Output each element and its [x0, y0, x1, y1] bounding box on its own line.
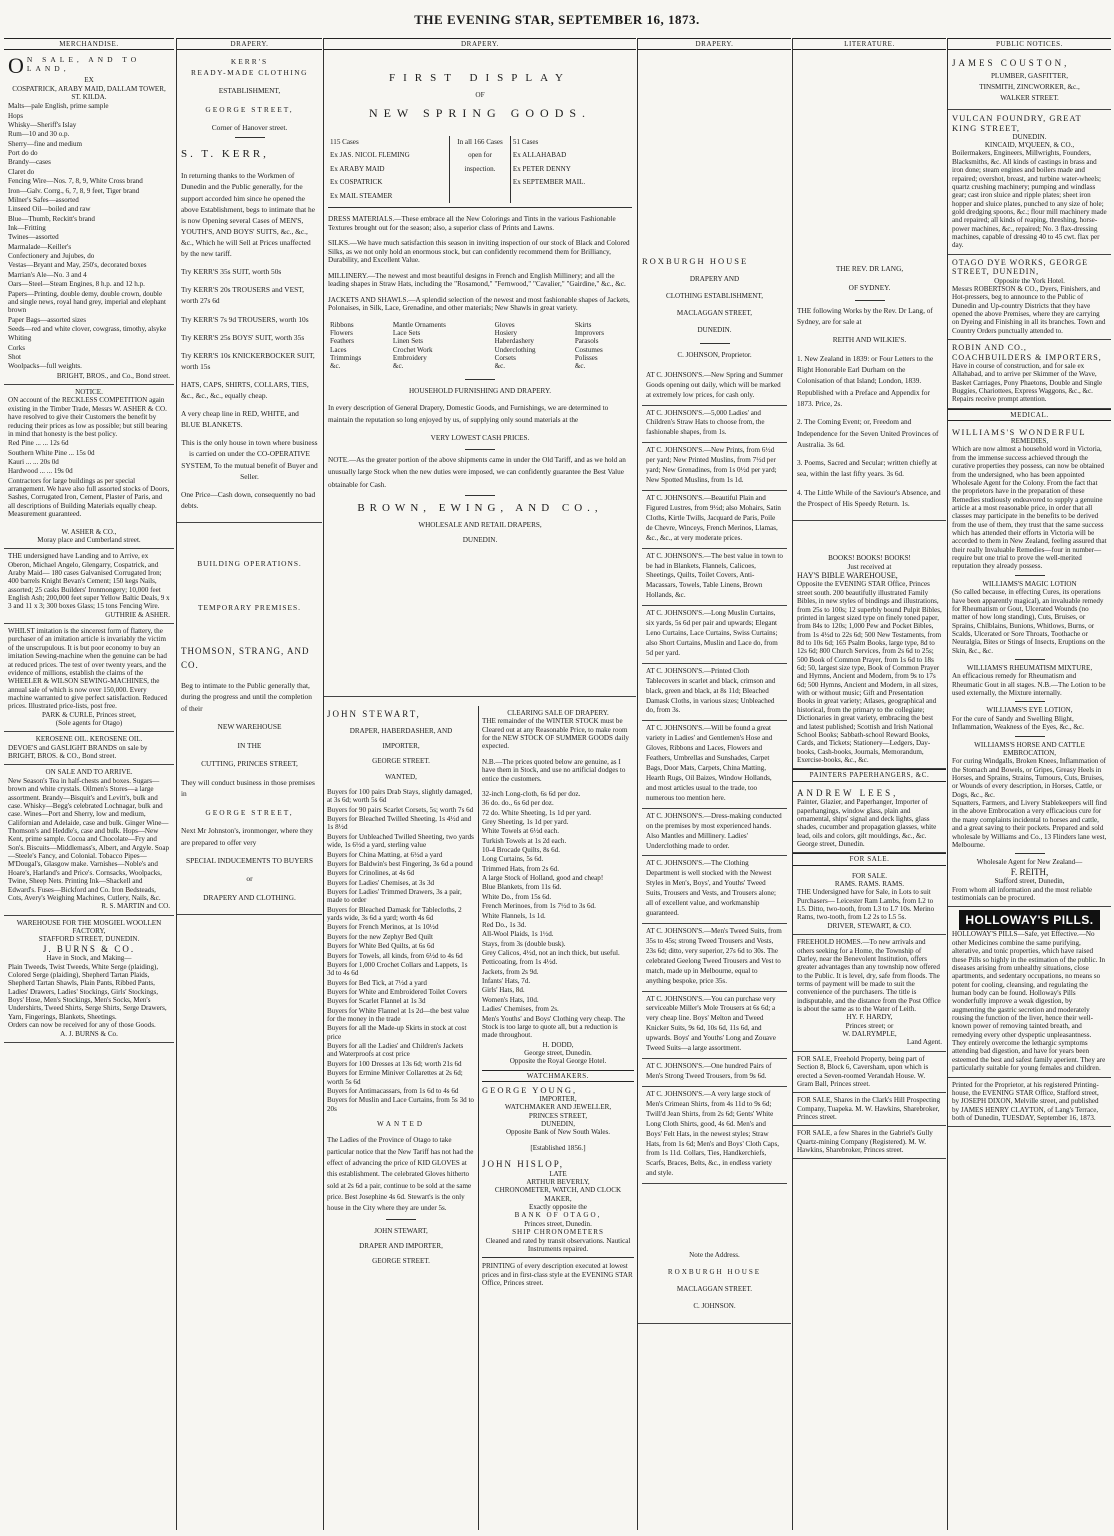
goods-item: Underclothing [494, 345, 536, 354]
goods-item: Corsets [494, 354, 516, 362]
dodd-column: CLEARING SALE OF DRAPERY. THE remainder of the WINTER STOCK must be Cleared out at any Reasonable Price, to make room for the NEW STOCK OF SUMMER GOODS daily expected. N.B.—The prices quoted below are genuine, as I have them in Stock, and use no artificial dodges to entice the customers. 32-inch Long-cloth, 6s 6d per doz. 36 do. do., 6s 6d per doz. 72 do. White Sheeting, 1s 1d per yard. Grey Sheeting, 1s 1d per yard. White Towels at 6½d each. Turkish Towels at 1s 2d each. 10-4 Brocade Quilts, 8s 6d. Long Curtains, 5s 6d. Trimmed Hats, from 2s 6d. A large Stock of Holland, good and cheap! Blue Blankets, from 11s 6d. White Do., from 15s 6d. French Merinoes, from 1s 7½d to 3s 6d. White Flannels, 1s 1d. Red Do., 1s 3d. All-Wool Plaids, 1s 1½d. Stays, from 3s (double busk). Grey Calicos, 4½d, not an inch thick, but useful. Petticoating, from 1s 4½d. Jackets, from 2s 9d. Infants' Hats, 7d. Girls' Hats, 8d. Women's Hats, 10d. Ladies' Chemises, from 2s. Men's Youths' and Boys' Clothing very cheap. The Stock is too large to quote all, but a reduction is made throughout. H. DODD, George street, Dunedin. Opposite the Royal George Hotel. WATCHMAKERS. GEORGE YOUNG, IMPORTER, WATCHMAKER AND JEWELLER, PRINCES STREET, DUNEDIN, Opposite Bank of New South Wales. [Established 1856.] JOHN HISLOP, LATE ARTHUR BEVERLY, CHRONOMETER, WATCH, AND CLOCK MAKER, Exactly opposite the BANK OF OTAGO, Princes street, Dunedin. SHIP CHRONOMETERS Cleaned and rated by transit observations. Nautical Instruments repaired. PRINTING of every description executed at lowest prices and in first-class style at the EVENING STAR Office, Princes street. [478, 706, 636, 1530]
johnson-ad: AT C. JOHNSON'S.—Will be found a great variety in Ladies' and Gentlemen's Hose and Gloves, Ribbons and Laces, Flowers and Feathers, Umbrellas and Sunshades, Carpet Bags, Door Mats, Carpets, China Matting, Hearth Rugs, Oil Baizes, Window Hollands, and most articles usual to the trade, too numerous too mention here. [642, 721, 787, 808]
price-item: All-Wool Plaids, 1s 1½d. [482, 930, 554, 939]
goods-item: Linen Sets [392, 337, 424, 346]
johnson-ad: AT C. JOHNSON'S.—A very large stock of Men's Crimean Shirts, from 4s 11d to 9s 6d; Twill'd Jean Shirts, from 2s 6d; Gents' White Long Cloth Shirts, good, 4s 6d. Men's and Boys' Felt Hats, in the newest styles; Straw Hats, from 1s 6d; Men's and Boys' Cloth Caps, from 1s 11d. Collars, Ties, Handkerchiefs, Scarfs, Braces, Belts, &c., in endless variety and style. [642, 1087, 787, 1184]
goods-item: Feathers [330, 337, 355, 346]
goods-item: Parasols [574, 337, 599, 346]
price-item: 72 do. White Sheeting, 1s 1d per yard. [482, 808, 592, 817]
buyers-item: Buyers for Scarlet Flannel at 1s 3d [327, 997, 426, 1006]
buyers-item: Buyers for Ladies' Chemises, at 3s 3d [327, 878, 435, 887]
buyers-item: Buyers for all the Made-up Skirts in stock at cost price [327, 1024, 467, 1041]
price-item: Men's Youths' and Boys' Clothing very cheap. The Stock is too large to quote all, but a reduction is made throughout. [482, 1014, 626, 1040]
johnson-ad: AT C. JOHNSON'S.—One hundred Pairs of Men's Strong Tweed Trousers, from 9s 6d. [642, 1059, 787, 1087]
johnson-ad: AT C. JOHNSON'S.—Beautiful Plain and Figured Lustres, from 9½d; also Mohairs, Satin Cloths, Kirtle Twills, Jacquard de Paris, Poile de Chevre, Winceys, French Merinos, Llamas, &c., &c., at very moderate prices. [642, 491, 787, 549]
kerr-price-item: Try KERR'S 35s SUIT, worth 50s [181, 267, 282, 277]
case-entry: Ex COSPATRICK [330, 178, 383, 187]
buyers-list [327, 788, 475, 1113]
column-literature: LITERATURE. THE REV. DR LANG, OF SYDNEY. THE following Works by the Rev. Dr Lang, of Sydney, are for sale at REITH AND WILKIE'S. 1. New Zealand in 1839: or Four Letters to the Right Honorable Earl Durham on the Colonisation of that Island; London, 1839. Republished with a Preface and Appendix for 1873. Price, 2s. 2. The Coming Event; or, Freedom and Independence for the Seven United Provinces of Australia. 3s 6d. 3. Poems, Sacred and Secular; written chiefly at sea, within the last fifty years. 3s 6d. 4. The Little While of the Saviour's Absence, and the Prospect of His Speedy Return. 1s. BOOKS! BOOKS! BOOKS! Just received at HAY'S BIBLE WAREHOUSE, Opposite the EVENING STAR Office, Princes street south. 200 beautifully illustrated Family Bibles, in new styles of bindings and illustrations, from 25s to 100s; 12 superbly bound Pulpit Bibles, printed in largest sized type on finely toned paper, from 84s to 120s; 1,000 Pew and Pocket Bibles, from 1s 4½d to 22s 6d; 500 New Testaments, from 8d to 10s 6d; 165 Psalm Books, large type, 8d to 12s 6d; 800 Church Services, from 2s 6d to 25s; 500 Book of Common Prayer, from 1s 6d to 18s 6d; 50, largest size type, Book of Common Prayer and Hymns, Ancient and Modern, from 9s to 17s 6d; 500 Hymns, Ancient and Modern, in all sizes, with or without music; Gift and Presentation Books in great variety; Atlases, geographical and historical, from the primary to the collegiate; Dictionaries in great variety, embracing the best and latest published; Scottish and Irish National School Books; Sabbath-school Reward Books, Cards, and Tickets; Stationery—Ledgers, Day-books, Cash-books, Journals, Memorandum, Exercise-books, &c., &c. PAINTERS PAPERHANGERS, &C. ANDREW LEES, Painter, Glazier, and Paperhanger, Importer of paperhangings, window glass, plain and ornamental, ships' signal and deck lights, glass shades, cucumber and propagation glasses, white lead, oils and colors, gilt mouldings, &c., &c. George street, Dunedin. FOR SALE. FOR SALE. RAMS. RAMS. RAMS. THE Undersigned have for Sale, in Lots to suit Purchasers— Leicester Ram Lambs, from L2 to L5. Ditto, two-tooth, from L3 to L7 10s. Merino Rams, two-tooth, from L2 2s to L5 5s. DRIVER, STEWART, & CO. FREEHOLD HOMES.—To new arrivals and others seeking for a Home, the Township of Darley, near the Benevolent Institution, offers greater advantages than any township now offered to the Public. It is level, dry, safe from floods. The terms of payment will be made to suit the convenience of the purchasers. The title is indisputable, and the distance from the Post Office is about the same as to the Water of Leith. HY. F. HARDY, Princes street; or W. DALRYMPLE, Land Agent. FOR SALE, Freehold Property, being part of Section 8, Block 6, Caversham, upon which is erected a Seven-roomed Verandah House. W. Gram Ball, Princes street. FOR SALE, Shares in the Clark's Hill Prospecting Company, Tuapeka. M. W. Hawkins, Sharebroker, Princes street. FOR SALE, a few Shares in the Gabriel's Gully Quartz-mining Company (Registered). M. W. Hawkins, Sharebroker, Princes street. [792, 38, 946, 1530]
goods-item: Skirts [574, 320, 592, 329]
johnson-ad: AT C. JOHNSON'S.—The best value in town to be had in Blankets, Flannels, Calicoes, Sheetings, Quilts, Toilet Covers, Anti-Macassars, Towels, Table Linens, Brown Hollands, &c. [642, 549, 787, 607]
goods-item: Costumes [574, 345, 603, 354]
price-item: Ladies' Chemises, from 2s. [482, 1005, 559, 1014]
cases-table: 115 Cases Ex JAS. NICOL FLEMING Ex ARABY MAID Ex COSPATRICK Ex MAIL STEAMER In all 166 Cases open for inspection. 51 Cases Ex ALLAHABAD Ex PETER DENNY Ex SEPTEMBER MAIL. [328, 136, 632, 203]
buyers-item: Buyers for Bleached Damask for Tablecloths, 2 yards wide, 3s 6d a yard; worth 4s 6d [327, 905, 462, 923]
johnson-ad: AT C. JOHNSON'S.—New Prints, from 6½d per yard; New Printed Muslins, from 7½d per yard; New Grenadines, from 1s 0½d per yard; New Spotted Muslins, from 1s 1d. [642, 443, 787, 491]
ad-sale-1: FOR SALE, Freehold Property, being part of Section 8, Block 6, Caversham, upon which is erected a Seven-roomed Verandah House. W. Gram Ball, Princes street. [793, 1052, 946, 1093]
buyers-item: Buyers for Bleached Twilled Sheeting, 1s 4½d and 1s 8½d [327, 815, 472, 832]
goods-item: Confectionery and Jujubes, do [8, 252, 95, 261]
price-item: White Flannels, 1s 1d. [482, 911, 546, 920]
goods-item: Corks [8, 343, 25, 352]
johnson-ad: AT C. JOHNSON'S.—New Spring and Summer Goods opening out daily, which will be marked at extremely low prices, for cash only. [642, 368, 787, 406]
price-item: Trimmed Hats, from 2s 6d. [482, 864, 559, 873]
ad-kerr: KERR'S READY-MADE CLOTHING ESTABLISHMENT, GEORGE STREET, Corner of Hanover street. S. T. KERR, In returning thanks to the Workmen of Dunedin and the Public generally, for the support accorded him since he opened the above Establishment, begs to intimate that he is now Opening several Cases of MEN'S, YOUTH'S, AND BOYS' SUITS, &c., &c., &c., Which he will Sell at Prices unaffected by the new tariff. Try KERR'S 35s SUIT, worth 50s Try KERR'S 20s TROUSERS and VEST, worth 27s 6d Try KERR'S 7s 9d TROUSERS, worth 10s Try KERR'S 25s BOYS' SUIT, worth 35s Try KERR'S 10s KNICKERBOCKER SUIT, worth 15s HATS, CAPS, SHIRTS, COLLARS, TIES, &c., &c., &c., equally cheap. A very cheap line in RED, WHITE, and BLUE BLANKETS. This is the only house in town where business is carried on under the CO-OPERATIVE SYSTEM, To the mutual benefit of Buyer and Seller. One Price—Cash down, consequently no bad debts. [177, 53, 322, 523]
goods-item: Hops [8, 111, 23, 120]
ad-bright-bros: O N SALE, AND TO LAND, EX COSPATRICK, ARABY MAID, DALLAM TOWER, ST. KILDA. Malts—pale English, prime sample Hops Whisky—Sheriff's Islay Rum—10 and 30 o.p. Sherry—fine and medium Port do do Brandy—cases Claret do Fencing Wire—Nos. 7, 8, 9, White Cross brand Iron—Galv. Corrg., 6, 7, 8, 9 feet, Tiger brand Milner's Safes—assorted Linseed Oil—boiled and raw Blue—Thumb, Reckitt's brand Ink—Fritting Twines—assorted Marmalade—Keiller's Confectionery and Jujubes, do Vestas—Bryant and May, 250's, decorated boxes Marrian's Ale—No. 3 and 4 Oars—Steel—Steam Engines, 8 h.p. and 12 h.p. Papers—Printing, double demy, double crown, double and single news, royal hand grey, imperial and elephant brown Paper Bags—assorted sizes Seeds—red and white clover, cowgrass, timothy, alsyke Whiting Corks Shot Woolpacks—full weights. BRIGHT, BROS., and Co., Bond street. [4, 53, 174, 385]
buyers-item: Buyers for Unbleached Twilled Sheeting, two yards wide, 1s 6½d a yard, sterling value [327, 832, 474, 850]
price-item: 32-inch Long-cloth, 6s 6d per doz. [482, 789, 581, 798]
case-entry: Ex SEPTEMBER MAIL. [512, 178, 586, 187]
case-entry: Ex ALLAHABAD [512, 151, 567, 160]
goods-item: Haberdashery [494, 337, 534, 346]
ad-andrew-lees: ANDREW LEES, Painter, Glazier, and Paperhanger, Importer of paperhangings, window glass, plain and ornamental, ships' signal and deck lights, glass shades, cucumber and propagation glasses, white lead, oils and colors, gilt mouldings, &c., &c. George street, Dunedin. [793, 785, 946, 854]
ad-williams: WILLIAMS'S WONDERFUL REMEDIES, Which are now almost a household word in Victoria, from the immense success achieved through the curative properties they possess, can now be obtained from the undersigned, who has been appointed Wholesale Agent for the Colony. From the fact that the proprietors have in the preparation of these Remedies studiously endeavored to supply a genuine article at a most reasonable price, in order that all classes may participate in the benefits to be derived from the use of them, they trust that the same success which has attended their efforts in Victoria will be accorded to them in New Zealand, feeling assured that their really Invaluable Remedies—four in number—require but one trial to prove the well-merited reputation they already possess. WILLIAMS'S MAGIC LOTION (So called because, in effecting Cures, its operations have been apparently magical), an invaluable remedy for Rheumatism or Gout, Ulcerated Wounds (no matter of how long standing), Cuts, Bruises, or Sprains, Chilblains, Bunions, Whitlows, Burns, or Scalds, Ulcerated or Sore Throats, Toothache or Neuralgia, Bites or Stings of Insects, Eruptions on the Skin, &c., &c. WILLIAMS'S RHEUMATISM MIXTURE, An efficacious remedy for Rheumatism and Rheumatic Gout in all stages. N.B.—The Lotion to be used externally, the Mixture internally. WILLIAMS'S EYE LOTION, For the cure of Sandy and Swelling Blight, Inflammation, Weakness of the Eyes, &c., &c. WILLIAMS'S HORSE AND CATTLE EMBROCATION, For curing Windgalls, Broken Knees, Inflammation of the Stomach and Bowels, or Gripes, Greasy Heels in Horses, and Sprains, Strains, Tumours, Cuts, Bruises, or Wounds of every description, in Horses, Cattle, or Dogs, &c., &c. Squatters, Farmers, and Livery Stablekeepers will find in the above Embrocation a very efficacious cure for the many complaints incidental to horses and cattle, and a great saving to their pockets. Prepared and sold wholesale by Williams and Co., 13 Flinders lane west, Melbourne. Wholesale Agent for New Zealand— F. REITH, Stafford street, Dunedin, From whom all information and the most reliable testimonials can be procured. [948, 424, 1111, 907]
case-entry: 51 Cases [512, 137, 539, 146]
section-header: LITERATURE. [793, 38, 946, 50]
ad-asher-notice: NOTICE. ON account of the RECKLESS COMPETITION again existing in the Timber Trade, Messrs W. ASHER & CO. have resolved to give their Customers the benefit by reducing their prices as low as possible; but still bearing in mind that honesty is the best policy. Red Pine ... ... 12s 6d Southern White Pine ... 15s 0d Kauri ... ... 20s 0d Hardwood ... ... 19s 0d Contractors for large buildings as per special arrangement. We have also full assorted stocks of Doors, Sashes, Corrugated Iron, Cement, Plaster of Paris, and all descriptions of Building Materials equally cheap. Measurement guaranteed. W. ASHER & CO., Moray place and Cumberland street. [4, 385, 174, 549]
goods-item: Papers—Printing, double demy, double crown, double and single news, royal hand grey, imperial and elephant brown [8, 289, 166, 315]
section-header: PUBLIC NOTICES. [948, 38, 1111, 50]
goods-item: &c. [392, 362, 404, 371]
buyers-item: Buyers for Ladies' Trimmed Drawers, 3s a pair, made to order [327, 888, 462, 905]
section-header: DRAPERY. [638, 38, 791, 50]
goods-item: Laces [330, 345, 347, 354]
column-public-notices: PUBLIC NOTICES. JAMES COUSTON, PLUMBER, GASFITTER, TINSMITH, ZINCWORKER, &c., WALKER STREET. VULCAN FOUNDRY, GREAT KING STREET, DUNEDIN. KINCAID, M'QUEEN, & CO., Boilermakers, Engineers, Millwrights, Founders, Blacksmiths, &c. All kinds of castings in brass and iron done; steam engines and boilers made and repaired; overshot, breast, and turbine water-wheels; quartz crushing machinery; pumping and windlass gear; cast iron sluice and ripple plates; sheet iron hopper and sluice plates, punched to any size of hole; gold dredging spoons, &c.; flour mill machinery made and repaired; all kinds of reaping, threshing, horse-power machines, &c., repaired; No. 3 flax-dressing machines, capable of dressing 40 to 45 cwt. flax per day. OTAGO DYE WORKS, GEORGE STREET, DUNEDIN, Opposite the York Hotel. Messrs ROBERTSON & CO., Dyers, Finishers, and Hot-pressers, beg to announce to the Public of Dunedin and Up-country Districts that they have opened the above Premises, where they are carrying on Dyeing and Finishing in all its branches. Town and Country Orders punctually attended to. ROBIN AND CO., COACHBUILDERS & IMPORTERS, Have in course of construction, and for sale ex Allahabad, and to arrive per Skimmer of the Wave, Basket Carriages, Pony Phaetons, Double and Single Buggies, Chariottees, Express Waggons, &c., &c. Repairs receive prompt attention. MEDICAL. WILLIAMS'S WONDERFUL REMEDIES, Which are now almost a household word in Victoria, from the immense success achieved through the curative properties they possess, can now be obtained from the undersigned, who has been appointed Wholesale Agent for the Colony. From the fact that the proprietors have in the preparation of these Remedies studiously endeavored to supply a genuine article at a most reasonable price, in order that all classes may participate in the benefits to be derived from the use of them, they trust that the same success which has attended their efforts in Victoria will be accorded to them in New Zealand, feeling assured that their really Invaluable Remedies—four in number—require but one trial to prove the well-merited reputation they already possess. WILLIAMS'S MAGIC LOTION (So called because, in effecting Cures, its operations have been apparently magical), an invaluable remedy for Rheumatism or Gout, Ulcerated Wounds (no matter of how long standing), Cuts, Bruises, or Sprains, Chilblains, Bunions, Whitlows, Burns, or Scalds, Ulcerated or Sore Throats, Toothache or Neuralgia, Bites or Stings of Insects, Eruptions on the Skin, &c., &c. WILLIAMS'S RHEUMATISM MIXTURE, An efficacious remedy for Rheumatism and Rheumatic Gout in all stages. N.B.—The Lotion to be used externally, the Mixture internally. WILLIAMS'S EYE LOTION, For the cure of Sandy and Swelling Blight, Inflammation, Weakness of the Eyes, &c., &c. WILLIAMS'S HORSE AND CATTLE EMBROCATION, For curing Windgalls, Broken Knees, Inflammation of the Stomach and Bowels, or Gripes, Greasy Heels in Horses, and Sprains, Strains, Tumours, Cuts, Bruises, or Wounds of every description, in Horses, Cattle, or Dogs, &c., &c. Squatters, Farmers, and Livery Stablekeepers will find in the above Embrocation a very efficacious cure for the many complaints incidental to horses and cattle, and a great saving to their pockets. Prepared and sold wholesale by Williams and Co., 13 Flinders lane west, Melbourne. Wholesale Agent for New Zealand— F. REITH, Stafford street, Dunedin, From whom all information and the most reliable testimonials can be procured. HOLLOWAY'S PILLS. HOLLOWAY'S PILLS—Safe, yet Effective.—No other Medicines combine the same purifying, alterative, and tonic properties, which have raised these Pills so highly in the estimation of the public. In diseases arising from unhealthy situations, close apartments, and sedentary occupations, no means so potent for cooling, cleansing, and regulating the human body can be found. Holloway's Pills wonderfully improve a weak digestion, by augmenting the gastric secretion and moderately rousing the function of the liver, hence their well-known power of removing tainted breath, and remedying every other dyspeptic unpleasantness. They entirely overcome the lethargic symptoms attending bad digestion, and have for years been esteemed the best and safest family aperient. They are particularly suitable for young females and children. Printed for the Proprietor, at his registered Printing-house, the EVENING STAR Office, Stafford street, by JOSEPH DIXON, Melville street, and published by JAMES HENRY CLAYTON, of Lang's Terrace, both of Dunedin, TUESDAY, September 16, 1873. [947, 38, 1111, 1530]
buyers-item: Buyers for Muslin and Lace Curtains, from 5s 3d to 20s [327, 1096, 474, 1113]
ad-freehold: FREEHOLD HOMES.—To new arrivals and others seeking for a Home, the Township of Darley, near the Benevolent Institution, offers greater advantages than any township now offered to the Public. It is level, dry, safe from floods. The terms of payment will be made to suit the convenience of the purchasers. The title is indisputable, and the distance from the Post Office is about the same as to the Water of Leith. HY. F. HARDY, Princes street; or W. DALRYMPLE, Land Agent. [793, 935, 946, 1052]
lang-work: 1. New Zealand in 1839: or Four Letters to the Right Honorable Earl Durham on the Colonisation of that Island; London, 1839. Republished with a Preface and Appendix for 1873. Price, 2s. [797, 353, 934, 408]
goods-item: Milner's Safes—assorted [8, 195, 79, 204]
ad-roxburgh: ROXBURGH HOUSE DRAPERY AND CLOTHING ESTABLISHMENT, MACLAGGAN STREET, DUNEDIN. C. JOHNSON, Proprietor. AT C. JOHNSON'S.—New Spring and Summer Goods opening out daily, which will be marked at extremely low prices, for cash only. AT C. JOHNSON'S.—5,000 Ladies' and Children's Straw Hats to choose from, the fashionable shapes, from 1s. AT C. JOHNSON'S.—New Prints, from 6½d per yard; New Printed Muslins, from 7½d per yard; New Grenadines, from 1s 0½d per yard; New Spotted Muslins, from 1s 1d. AT C. JOHNSON'S.—Beautiful Plain and Figured Lustres, from 9½d; also Mohairs, Satin Cloths, Kirtle Twills, Jacquard de Paris, Poile de Chevre, Winceys, French Merinos, Llamas, &c., &c., at very moderate prices. AT C. JOHNSON'S.—The best value in town to be had in Blankets, Flannels, Calicoes, Sheetings, Quilts, Toilet Covers, Anti-Macassars, Towels, Table Linens, Brown Hollands, &c. AT C. JOHNSON'S.—Long Muslin Curtains, six yards, 5s 6d per pair and upwards; Elegant Leno Curtains, Lace Curtains, Swiss Curtains; also Short Curtains, Muslin and Lace do, from 5d per yard. AT C. JOHNSON'S.—Printed Cloth Tablecovers in scarlet and black, crimson and black, green and black, at 8s 11d; Bleached Damask Cloths, in various sizes; Unbleached do, from 3s. AT C. JOHNSON'S.—Will be found a great variety in Ladies' and Gentlemen's Hose and Gloves, Ribbons and Laces, Flowers and Feathers, Umbrellas and Sunshades, Carpet Bags, Door Mats, Carpets, China Matting, Hearth Rugs, Oil Baizes, Window Hollands, and most articles usual to the trade, too numerous too mention here. AT C. JOHNSON'S.—Dress-making conducted on the premises by most experienced hands. Also Mantles and Millinery. Ladies' Underclothing made to order. AT C. JOHNSON'S.—The Clothing Department is well stocked with the Newest Styles in Men's, Boys', and Youths' Tweed Suits, Trousers and Vests, and Trousers alone; all of excellent value, and workmanship guaranteed. AT C. JOHNSON'S.—Men's Tweed Suits, from 35s to 45s; strong Tweed Trousers and Vests, 23s 6d; ditto, very superior, 27s 6d to 30s. The celebrated Geelong Tweed Trousers and Vest to match, made up in Melbourne, equal to anything bespoke, price 35s. AT C. JOHNSON'S.—You can purchase very serviceable Miller's Mole Trousers at 6s 6d; a very cheap line. Boys' Melton and Tweed Knicker Suits, 9s 6d, 10s 6d, 11s 6d, and upwards. Boys' and Youths' Long and Zouave Tweed Suits—a large assortment. AT C. JOHNSON'S.—One hundred Pairs of Men's Strong Tweed Trousers, from 9s 6d. AT C. JOHNSON'S.—A very large stock of Men's Crimean Shirts, from 4s 11d to 9s 6d; Twill'd Jean Shirts, from 2s 6d; Gents' White Long Cloth Shirts, good, 4s 6d. Men's and Boys' Felt Hats, in the newest styles; Straw Hats, from 1s 6d; Men's and Boys' Cloth Caps, from 1s 11d. Collars, Ties, Handkerchiefs, Scarfs, Braces, Belts, &c., in endless variety and style. Note the Address. ROXBURGH HOUSE MACLAGGAN STREET. C. JOHNSON. [638, 53, 791, 1324]
goods-item: Rum—10 and 30 o.p. [8, 130, 70, 139]
buyers-item: Buyers for 100 Dresses at 13s 6d; worth 21s 6d [327, 1059, 462, 1068]
goods-item: Whisky—Sheriff's Islay [8, 121, 77, 130]
price-item: A large Stock of Holland, good and cheap! [482, 874, 604, 883]
price-item: Petticoating, from 1s 4½d. [482, 958, 558, 967]
johnson-ad: AT C. JOHNSON'S.—Dress-making conducted on the premises by most experienced hands. Also Mantles and Millinery. Ladies' Underclothing made to order. [642, 809, 787, 857]
ad-dr-lang: THE REV. DR LANG, OF SYDNEY. THE following Works by the Rev. Dr Lang, of Sydney, are for sale at REITH AND WILKIE'S. 1. New Zealand in 1839: or Four Letters to the Right Honorable Earl Durham on the Colonisation of that Island; London, 1839. Republished with a Preface and Appendix for 1873. Price, 2s. 2. The Coming Event; or, Freedom and Independence for the Seven United Provinces of Australia. 3s 6d. 3. Poems, Sacred and Secular; written chiefly at sea, within the last fifty years. 3s 6d. 4. The Little While of the Saviour's Absence, and the Prospect of His Speedy Return. 1s. [793, 53, 946, 521]
goods-item: Improvers [574, 328, 604, 337]
price-item: Stays, from 3s (double busk). [482, 939, 566, 948]
buyers-item: Buyers for China Matting, at 6½d a yard [327, 850, 443, 859]
masthead: THE EVENING STAR, SEPTEMBER 16, 1873. [414, 12, 700, 27]
holloway-banner: HOLLOWAY'S PILLS. [959, 910, 1099, 930]
buyers-item: Buyers for 90 pairs Scarlet Corsets, 5s; worth 7s 6d [327, 805, 474, 814]
goods-item: Woolpacks—full weights. [8, 362, 82, 371]
ad-robin: ROBIN AND CO., COACHBUILDERS & IMPORTERS, Have in course of construction, and for sale ex Allahabad, and to arrive per Skimmer of the Wave, Basket Carriages, Pony Phaetons, Double and Single Buggies, Chariottees, Express Waggons, &c., &c. Repairs receive prompt attention. [948, 340, 1111, 409]
ad-sale-2: FOR SALE, Shares in the Clark's Hill Prospecting Company, Tuapeka. M. W. Hawkins, Sharebroker, Princes street. [793, 1093, 946, 1126]
price-item: Women's Hats, 10d. [482, 995, 539, 1004]
goods-item: Shot [8, 353, 22, 362]
goods-item: Embroidery [392, 354, 427, 362]
goods-item: Vestas—Bryant and May, 250's, decorated boxes [8, 261, 147, 270]
goods-item: Paper Bags—assorted sizes [8, 315, 87, 324]
johnson-ad: AT C. JOHNSON'S.—The Clothing Department is well stocked with the Newest Styles in Men's, Boys', and Youths' Tweed Suits, Trousers and Vests, and Trousers alone; all of excellent value, and workmanship guaranteed. [642, 856, 787, 924]
goods-item: Blue—Thumb, Reckitt's brand [8, 214, 95, 223]
clearing-prices [482, 790, 634, 1040]
case-entry: Ex JAS. NICOL FLEMING [330, 151, 410, 160]
column-brown-ewing [323, 38, 636, 1530]
lang-works [797, 353, 942, 510]
kerr-price-item: Try KERR'S 25s BOYS' SUIT, worth 35s [181, 332, 305, 342]
price-item: Long Curtains, 5s 6d. [482, 855, 544, 864]
timber-price: Kauri ... ... 20s 0d [8, 457, 59, 466]
case-entry: 115 Cases [330, 137, 359, 146]
buyers-item: Buyers for Crinolines, at 4s 6d [327, 869, 415, 878]
column-kerr [176, 38, 322, 1530]
lang-work: 3. Poems, Sacred and Secular; written chiefly at sea, within the last fifty years. 3s 6d. [797, 458, 938, 479]
ad-holloway: HOLLOWAY'S PILLS. HOLLOWAY'S PILLS—Safe, yet Effective.—No other Medicines combine the same purifying, alterative, and tonic properties, which have raised these Pills so highly in the estimation of the public. In diseases arising from unhealthy situations, close apartments, and sedentary occupations, no means so potent for cooling, cleansing, and regulating the human body can be found. Holloway's Pills wonderfully improve a weak digestion, by augmenting the gastric secretion and moderately rousing the function of the liver, hence their well-known power of removing tainted breath, and remedying every other dyspeptic unpleasantness. They entirely overcome the lethargic symptoms attending bad digestion, and have for years been esteemed the best and safest family aperient. They are particularly suitable for young females and children. [948, 907, 1111, 1077]
goods-item: Gloves [494, 320, 515, 329]
price-item: Girls' Hats, 8d. [482, 986, 525, 995]
section-header: MERCHANDISE. [4, 38, 174, 50]
price-item: Infants' Hats, 7d. [482, 977, 531, 986]
ad-thomson-strang: BUILDING OPERATIONS. TEMPORARY PREMISES. THOMSON, STRANG, AND CO. Beg to intimate to the Public generally that, during the progress and until the completion of their NEW WAREHOUSE IN THE CUTTING, PRINCES STREET, They will conduct business in those premises in GEORGE STREET, Next Mr Johnston's, ironmonger, where they are prepared to offer very SPECIAL INDUCEMENTS TO BUYERS or DRAPERY AND CLOTHING. [177, 523, 322, 915]
johnson-ad: AT C. JOHNSON'S.—5,000 Ladies' and Children's Straw Hats to choose from, the fashionable shapes, from 1s. [642, 406, 787, 444]
ad-vulcan: VULCAN FOUNDRY, GREAT KING STREET, DUNEDIN. KINCAID, M'QUEEN, & CO., Boilermakers, Engineers, Millwrights, Founders, Blacksmiths, &c. All kinds of castings in brass and iron done; steam engines and boilers made and repaired; overshot, breast, and turbine water-wheels; quartz crushing machinery; pumping and windlass gear; cast iron sluice and ripple plates; sheet iron hopper and sluice plates, punched to any size of hole; gold dredging spoons, &c.; flour mill machinery made and repaired; all kinds of reaping, threshing, horse-power machines, &c., repaired; No. 3 flax-dressing machines, capable of dressing 40 to 45 cwt. flax per day. [948, 110, 1111, 255]
buyers-item: Buyers for Towels, all kinds, from 6½d to 4s 6d [327, 951, 463, 960]
price-item: White Towels at 6½d each. [482, 827, 559, 836]
goods-item: &c. [494, 362, 506, 371]
goods-item: Oars—Steel—Steam Engines, 8 h.p. and 12 h.p. [8, 280, 145, 289]
ad-couston: JAMES COUSTON, PLUMBER, GASFITTER, TINSMITH, ZINCWORKER, &c., WALKER STREET. [948, 53, 1111, 109]
goods-item: Fencing Wire—Nos. 7, 8, 9, White Cross brand [8, 177, 143, 186]
stewart-column: JOHN STEWART, DRAPER, HABERDASHER, AND IMPORTER, GEORGE STREET. WANTED, Buyers for 100 pairs Drab Stays, slightly damaged, at 3s 6d; worth 5s 6d Buyers for 90 pairs Scarlet Corsets, 5s; worth 7s 6d Buyers for Bleached Twilled Sheeting, 1s 4½d and 1s 8½d Buyers for Unbleached Twilled Sheeting, two yards wide, 1s 6½d a yard, sterling value Buyers for China Matting, at 6½d a yard Buyers for Baldwin's best Fingering, 3s 6d a pound Buyers for Crinolines, at 4s 6d Buyers for Ladies' Chemises, at 3s 3d Buyers for Ladies' Trimmed Drawers, 3s a pair, made to order Buyers for Bleached Damask for Tablecloths, 2 yards wide, 3s 6d a yard; worth 4s 6d Buyers for French Merinos, at 1s 10½d Buyers for the new Zephyr Bed Quilt Buyers for White Bed Quilts, at 6s 6d Buyers for Towels, all kinds, from 6½d to 4s 6d Buyers for 1,000 Crochet Collars and Lappets, 1s 3d to 4s 6d Buyers for Bed Tick, at 7½d a yard Buyers for White and Embroidered Toilet Covers Buyers for Scarlet Flannel at 1s 3d Buyers for White Flannel at 1s 2d—the best value for the money in the trade Buyers for all the Made-up Skirts in stock at cost price Buyers for all the Ladies' and Children's Jackets and Waterproofs at cost price Buyers for 100 Dresses at 13s 6d; worth 21s 6d Buyers for Ermine Miniver Collarettes at 2s 6d; worth 5s 6d Buyers for Antimacassars, from 1s 6d to 4s 6d Buyers for Muslin and Lace Curtains, from 5s 3d to 20s WANTED The Ladies of the Province of Otago to take particular notice that the New Tariff has not had the effect of advancing the price of KID GLOVES at this establishment. The celebrated Gloves hitherto sold at 2s 6d a pair, continue to be sold at the same price. Best Josephine 4s 6d. Stewart's is the only house in the City where they are under 5s. JOHN STEWART, DRAPER AND IMPORTER, GEORGE STREET. [327, 709, 474, 1266]
buyers-item: Buyers for White Flannel at 1s 2d—the best value for the money in the trade [327, 1006, 470, 1024]
goods-item: Claret do [8, 167, 35, 176]
goods-item: Port do do [8, 149, 38, 158]
ad-guthrie-asher: THE undersigned have Landing and to Arrive, ex Oberon, Michael Angelo, Glengarry, Cospatrick, and Araby Maid— 180 cases Galvanised Corrugated Iron; 400 barrels Knight Bevan's Cement; 150 kegs Nails, assorted; 25 casks Builders' Ironmongery; 10,000 feet English Ash; 200,000 feet super Yellow Baltic Deals, 9 x 3 and 11 x 3; 300 boxes Glass; 15 tons Fencing Wire. GUTHRIE & ASHER. [4, 549, 174, 624]
goods-item: Marrian's Ale—No. 3 and 4 [8, 270, 87, 279]
buyers-item: Buyers for Bed Tick, at 7½d a yard [327, 978, 427, 987]
buyers-item: Buyers for White and Embroidered Toilet Covers [327, 987, 467, 996]
goods-columns [328, 321, 632, 371]
price-item: Turkish Towels at 1s 2d each. [482, 836, 567, 845]
goods-item: Trimmings [330, 354, 362, 362]
price-item: Jackets, from 2s 9d. [482, 967, 539, 976]
goods-item: Flowers [330, 328, 353, 337]
goods-item: Sherry—fine and medium [8, 139, 83, 148]
buyers-item: Buyers for Ermine Miniver Collarettes at 2s 6d; worth 5s 6d [327, 1069, 463, 1086]
price-item: 10-4 Brocade Quilts, 8s 6d. [482, 846, 561, 855]
price-item: Grey Calicos, 4½d, not an inch thick, but useful. [482, 948, 620, 957]
buyers-item: Buyers for the new Zephyr Bed Quilt [327, 932, 433, 941]
ad-kerosene: KEROSENE OIL. KEROSENE OIL. DEVOE'S and GASLIGHT BRANDS on sale by BRIGHT, BROS. & CO., Bond street. [4, 732, 174, 765]
buyers-item: Buyers for Baldwin's best Fingering, 3s 6d a pound [327, 859, 473, 868]
timber-price: Southern White Pine ... 15s 0d [8, 448, 95, 457]
ad-wheeler-wilson: WHILST imitation is the sincerest form of flattery, the purchaser of an imitation article is invariably the victim of the unscrupulous. It is but poor economy to buy an imitation Sewing-machine when the genuine can be had at reduced prices. The test of over twenty years, and the evidence of millions, establish the claims of the WHEELER & WILSON SEWING-MACHINES, the annual sale of which is now over 150,000. Every machine warranted to give perfect satisfaction. Reduced prices. Illustrated price-lists, post free. PARK & CURLE, Princes street, (Sole agents for Otago) [4, 624, 174, 732]
goods-item: Mantle Ornaments [392, 320, 446, 329]
ad-otago-dye: OTAGO DYE WORKS, GEORGE STREET, DUNEDIN, Opposite the York Hotel. Messrs ROBERTSON & CO., Dyers, Finishers, and Hot-pressers, beg to announce to the Public of Dunedin and Up-country Districts that they have opened the above Premises, where they are carrying on Dyeing and Finishing in all its branches. Town and Country Orders punctually attended to. [948, 255, 1111, 340]
kerr-price-list [181, 266, 318, 372]
goods-item: &c. [574, 362, 586, 371]
price-item: Grey Sheeting, 1s 1d per yard. [482, 817, 569, 826]
kerr-price-item: Try KERR'S 20s TROUSERS and VEST, worth 27s 6d [181, 285, 305, 306]
imprint: Printed for the Proprietor, at his registered Printing-house, the EVENING STAR Office, Stafford street, by JOSEPH DIXON, Melville street, and published by JAMES HENRY CLAYTON, of Lang's Terrace, both of Dunedin, TUESDAY, September 16, 1873. [948, 1078, 1111, 1128]
buyers-item: Buyers for French Merinos, at 1s 10½d [327, 923, 439, 932]
goods-item: Polisses [574, 354, 598, 362]
goods-item: Seeds—red and white clover, cowgrass, timothy, alsyke [8, 324, 167, 333]
ad-burns: WAREHOUSE FOR THE MOSGIEL WOOLLEN FACTORY, STAFFORD STREET, DUNEDIN. J. BURNS & CO. Have in Stock, and Making— Plain Tweeds, Twist Tweeds, White Serge (plaiding), Colored Serge (plaiding), Shepherd Tartan Plaids, Shepherd Tartan Shawls, Plain Pants, Ribbed Pants, Ladies' Drawers, Ladies' Stockings, Girls' Stockings, Boys' Hose, Men's Stockings, Men's Socks, Men's Undershirts, Tweed Shirts, Serge Shirts, Serge Drawers, Yarn, Fingerings, Blankets, Sheetings. Orders can now be received for any of those Goods. A. J. BURNS & Co. [4, 916, 174, 1043]
kerr-price-item: Try KERR'S 7s 9d TROUSERS, worth 10s [181, 314, 309, 324]
column-roxburgh [637, 38, 791, 1530]
price-item: 36 do. do., 6s 6d per doz. [482, 799, 554, 808]
goods-item: Twines—assorted [8, 233, 59, 242]
goods-item: Crochet Work [392, 345, 433, 354]
ad-rams: FOR SALE. RAMS. RAMS. RAMS. THE Undersigned have for Sale, in Lots to suit Purchasers— Leicester Ram Lambs, from L2 to L5. Ditto, two-tooth, from L3 to L7 10s. Merino Rams, two-tooth, from L2 2s to L5 5s. DRIVER, STEWART, & CO. [793, 869, 946, 936]
lang-work: 2. The Coming Event; or, Freedom and Independence for the Seven United Provinces of Australia. 3s 6d. [797, 417, 939, 449]
timber-price: Red Pine ... ... 12s 6d [8, 439, 69, 448]
goods-item: Whiting [8, 334, 32, 343]
goods-item: Ink—Fritting [8, 224, 46, 232]
goods-item: Lace Sets [392, 328, 421, 337]
buyers-item: Buyers for White Bed Quilts, at 6s 6d [327, 942, 435, 951]
goods-list [8, 102, 170, 370]
johnson-ad: AT C. JOHNSON'S.—You can purchase very serviceable Miller's Mole Trousers at 6s 6d; a very cheap line. Boys' Melton and Tweed Knicker Suits, 9s 6d, 10s 6d, 11s 6d, and upwards. Boys' and Youths' Long and Zouave Tweed Suits—a large assortment. [642, 992, 787, 1060]
ad-hays-bible: BOOKS! BOOKS! BOOKS! Just received at HAY'S BIBLE WAREHOUSE, Opposite the EVENING STAR Office, Princes street south. 200 beautifully illustrated Family Bibles, in new styles of bindings and illustrations, from 25s to 100s; 12 superbly bound Pulpit Bibles, printed in largest sized type on finely toned paper, from 84s to 120s; 1,000 Pew and Pocket Bibles, from 1s 4½d to 22s 6d; 500 New Testaments, from 8d to 10s 6d; 165 Psalm Books, large type, 8d to 12s 6d; 800 Church Services, from 2s 6d to 25s; 500 Book of Common Prayer, from 1s 6d to 18s 6d; 50, largest size type, Book of Common Prayer and Hymns, Ancient and Modern, from 9s to 17s 6d; 500 Hymns, Ancient and Modern, in all sizes, with or without music; Gift and Presentation Books in great variety; Atlases, geographical and historical, from the primary to the collegiate; Dictionaries in great variety, embracing the best and latest published; Scottish and Irish National School Books; Sabbath-school Reward Books, Cards, and Tickets; Stationery—Ledgers, Day-books, Cash-books, Journals, Memorandum, Exercise-books, &c., &c. [793, 551, 946, 769]
buyers-item: Buyers for Antimacassars, from 1s 6d to 4s 6d [327, 1086, 459, 1095]
section-header: DRAPERY. [177, 38, 322, 50]
case-entry: Ex MAIL STEAMER [330, 191, 393, 200]
buyers-item: Buyers for all the Ladies' and Children's Jackets and Waterproofs at cost price [327, 1042, 464, 1059]
price-item: Blue Blankets, from 11s 6d. [482, 883, 562, 892]
ad-martin: ON SALE AND TO ARRIVE. New Season's Tea in half-chests and boxes. Sugars—brown and white crystals. Oilmen's Stores—a large assortment. Brandy—Bisquit's and Levitt's, bulk and case. Whisky—Begg's celebrated Lochnagar, bulk and case. Wines—Port and Sherry, low and medium, Californian and Adelaide, case and bulk. Ginger Wine—Thomson's and Heddle's, case and bulk. Hops—New Kent, prime sample. Cocoa and Chocolate—Fry and Son's. Biscuits—Middlemass's, Albert, and Argyle. Soap—Steele's Fancy, and Colonial. Tobacco Pipes—M'Dougal's, Glasgow make. Varnishes—Noble's and Hoare's, Harland's and Price's. Cornsacks, Woolpacks, Twine, Sheep Nets. Printing Ink—Shackell and Edward's. Fuses—Bickford and Co. Iron Bedsteads, Cots, Avery's Weighing Machines, Cutlery, Nails, &c. R. S. MARTIN and CO. [4, 765, 174, 915]
johnson-ads [642, 368, 787, 1184]
timber-prices [8, 439, 170, 475]
price-item: French Merinoes, from 1s 7½d to 3s 6d. [482, 902, 596, 911]
ad-sale-3: FOR SALE, a few Shares in the Gabriel's Gully Quartz-mining Company (Registered). M. W. Hawkins, Sharebroker, Princes street. [793, 1126, 946, 1159]
goods-item: Linseed Oil—boiled and raw [8, 205, 91, 214]
goods-item: Brandy—cases [8, 158, 51, 167]
case-entry: Ex PETER DENNY [512, 164, 571, 173]
goods-item: &c. [330, 362, 341, 371]
buyers-item: Buyers for 100 pairs Drab Stays, slightly damaged, at 3s 6d; worth 5s 6d [327, 788, 473, 805]
section-header: DRAPERY. [324, 38, 636, 50]
goods-item: Hosiery [494, 328, 518, 337]
johnson-ad: AT C. JOHNSON'S.—Men's Tweed Suits, from 35s to 45s; strong Tweed Trousers and Vests, 23s 6d; ditto, very superior, 27s 6d to 30s. The celebrated Geelong Tweed Trousers and Vest to match, made up in Melbourne, equal to anything bespoke, price 35s. [642, 924, 787, 992]
column-merchandise [4, 38, 174, 1530]
goods-item: Ribbons [330, 320, 354, 329]
case-entry: Ex ARABY MAID [330, 164, 385, 173]
ad-brown-ewing: FIRST DISPLAY OF NEW SPRING GOODS. 115 Cases Ex JAS. NICOL FLEMING Ex ARABY MAID Ex COSPATRICK Ex MAIL STEAMER In all 166 Cases open for inspection. 51 Cases Ex ALLAHABAD Ex PETER DENNY Ex SEPTEMBER MAIL. DRESS MATERIALS.—These embrace all the New Colorings and Tints in the various Fashionable Textures brought out for the season; also, a superior class of Prints and Lawns. SILKS.—We have much satisfaction this season in inviting inspection of our stock of Black and Colored Silks, as we not only hold an enormous stock, but can confidently recommend them for Brilliancy, Durability, and Excellent Value. MILLINERY.—The newest and most beautiful designs in French and English Millinery; and all the leading shapes in Straw Hats, including the "Rosamond," "Fernwood," "Cavalier," "Gairdine," &c., &c. JACKETS AND SHAWLS.—A splendid selection of the newest and most fashionable shapes of Jackets, Polonaises, in Silk, Lace, Grenadine, and other materials; New Shawls in great variety. Ribbons Flowers Feathers Laces Trimmings &c. Mantle Ornaments Lace Sets Linen Sets Crochet Work Embroidery &c. Gloves Hosiery Haberdashery Underclothing Corsets &c. Skirts Improvers Parasols Costumes Polisses &c. HOUSEHOLD FURNISHING AND DRAPERY. In every description of General Drapery, Domestic Goods, and Furnishings, we are determined to maintain the reputation so long enjoyed by us, of supplying only sound materials at the VERY LOWEST CASH PRICES. NOTE.—As the greater portion of the above shipments came in under the Old Tariff, and as we hold an unusually large Stock when the new duties were imposed, we can confidently guarantee the Best Value obtainable for Cash. BROWN, EWING, AND CO., WHOLESALE AND RETAIL DRAPERS, DUNEDIN. [324, 53, 636, 697]
goods-item: Malts—pale English, prime sample [8, 102, 109, 111]
kerr-price-item: Try KERR'S 10s KNICKERBOCKER SUIT, worth 15s [181, 350, 315, 371]
johnson-ad: AT C. JOHNSON'S.—Printed Cloth Tablecovers in scarlet and black, crimson and black, green and black, at 8s 11d; Bleached Damask Cloths, in various sizes; Unbleached do, from 3s. [642, 664, 787, 722]
buyers-item: Buyers for 1,000 Crochet Collars and Lappets, 1s 3d to 4s 6d [327, 960, 468, 978]
goods-item: Iron—Galv. Corrg., 6, 7, 8, 9 feet, Tiger brand [8, 186, 140, 195]
timber-price: Hardwood ... ... 19s 0d [8, 467, 73, 476]
goods-item: Marmalade—Keiller's [8, 242, 72, 251]
lang-work: 4. The Little While of the Saviour's Absence, and the Prospect of His Speedy Return. 1s. [797, 487, 941, 508]
johnson-ad: AT C. JOHNSON'S.—Long Muslin Curtains, six yards, 5s 6d per pair and upwards; Elegant Leno Curtains, Lace Curtains, Swiss Curtains; also Short Curtains, Muslin and Lace do, from 5d per yard. [642, 606, 787, 664]
price-item: White Do., from 15s 6d. [482, 892, 552, 901]
price-item: Red Do., 1s 3d. [482, 920, 527, 929]
